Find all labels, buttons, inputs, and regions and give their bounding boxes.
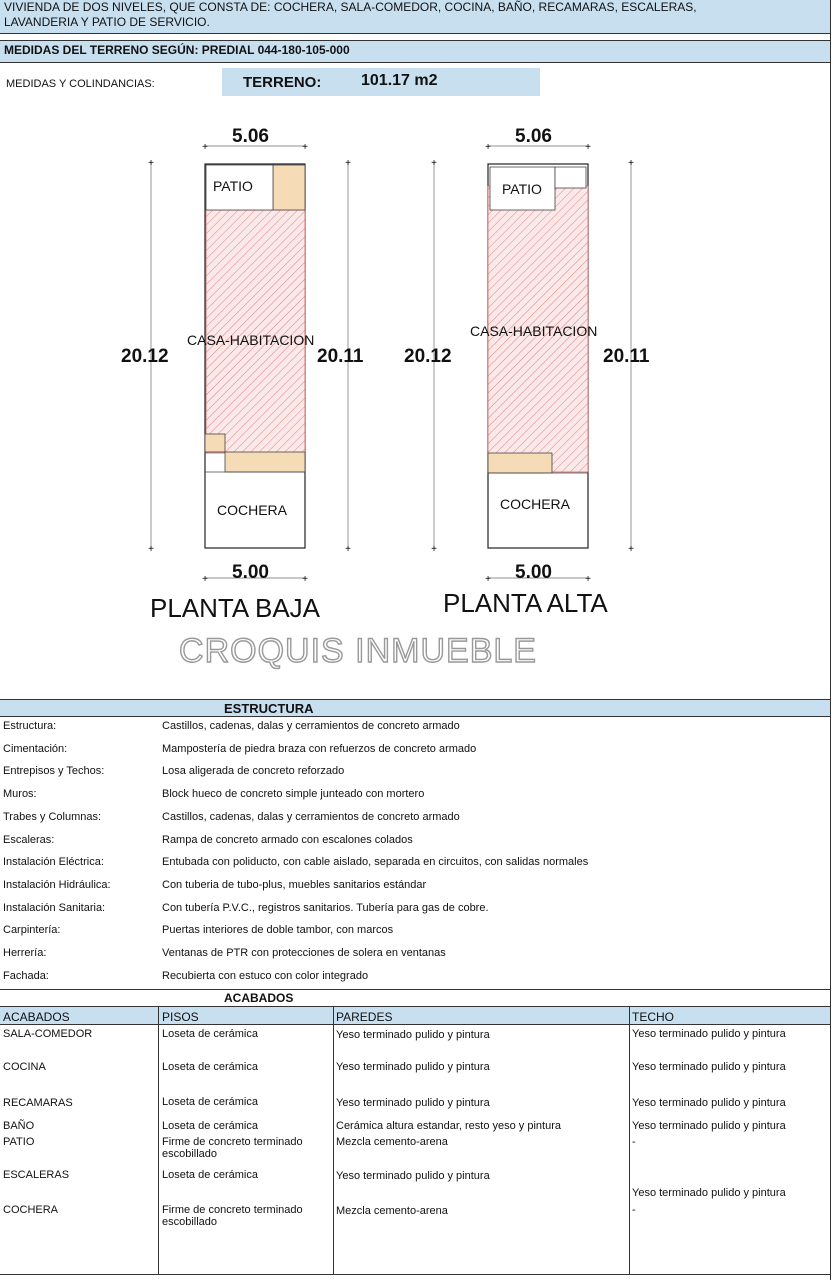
acabados-row-name: PATIO [3,1136,35,1148]
estructura-row-value: Castillos, cadenas, dalas y cerramientos de concreto armado [162,720,460,732]
pb-patio-fill [273,165,305,210]
colindancias-label: MEDIDAS Y COLINDANCIAS: [6,78,155,90]
pa-casa-label: CASA-HABITACION [470,323,598,339]
acabados-row-pisos: Loseta de cerámica [162,1061,258,1073]
acabados-row-pisos: Loseta de cerámica [162,1096,258,1108]
pa-left-dimension: 20.12 [404,346,452,367]
pa-right-dimension: 20.11 [603,346,650,367]
estructura-row-label: Muros: [3,788,37,800]
estructura-row-label: Instalación Eléctrica: [3,856,104,868]
acabados-row-paredes: Mezcla cemento-arena [336,1205,448,1217]
pa-patio-label: PATIO [502,181,542,197]
acabados-title: ACABADOS [224,991,294,1005]
pb-top-dimension: 5.06 [232,126,269,147]
pb-cochera-label: COCHERA [217,502,288,518]
acabados-row-techo: Yeso terminado pulido y pintura [632,1028,786,1040]
estructura-row-value: Losa aligerada de concreto reforzado [162,765,345,777]
dimension-tick: + [302,574,308,585]
pa-patio-notch [555,167,586,188]
estructura-row-label: Trabes y Columnas: [3,811,102,823]
acabados-row-pisos-1: Firme de concreto terminado [162,1204,303,1216]
pb-patio-label: PATIO [213,178,253,194]
acabados-row-techo: - [632,1136,636,1148]
estructura-row-label: Estructura: [3,720,57,732]
dimension-tick: + [585,142,591,153]
acabados-row-techo: - [632,1204,636,1216]
dimension-tick: + [585,574,591,585]
estructura-row-value: Entubada con poliducto, con cable aislado, separada en circuitos, con salidas normales [162,856,589,868]
croquis-sketch [0,100,830,700]
estructura-row-value: Recubierta con estuco con color integrado [162,970,369,982]
acabados-row-pisos: Loseta de cerámica [162,1169,258,1181]
acabados-row-pisos: Loseta de cerámica [162,1120,258,1132]
acabados-row-name: ESCALERAS [3,1169,70,1181]
estructura-row-value: Con tubería P.V.C., registros sanitarios. Tubería para gas de cobre. [162,902,489,914]
estructura-row-label: Cimentación: [3,743,68,755]
pa-cochera-label: COCHERA [500,496,571,512]
acabados-row-pisos-1: Firme de concreto terminado [162,1136,303,1148]
estructura-row-value: Puertas interiores de doble tambor, con marcos [162,924,394,936]
planta-baja-title: PLANTA BAJA [150,593,321,623]
acabados-header-band [0,1007,830,1024]
estructura-row-label: Carpintería: [3,924,61,936]
dimension-tick: + [431,158,437,169]
acabados-row-paredes: Yeso terminado pulido y pintura [336,1061,490,1073]
pb-stair-fill-1 [205,434,225,452]
pa-top-dimension: 5.06 [515,126,552,147]
acabados-row-techo: Yeso terminado pulido y pintura [632,1187,786,1199]
pb-left-dimension: 20.12 [121,346,169,367]
acabados-row-paredes: Cerámica altura estandar, resto yeso y pintura [336,1120,562,1132]
dimension-tick: + [485,574,491,585]
estructura-band [0,700,830,716]
acabados-row-pisos: Loseta de cerámica [162,1028,258,1040]
acabados-row-paredes: Mezcla cemento-arena [336,1136,448,1148]
estructura-row-label: Herrería: [3,947,47,959]
estructura-row-value: Block hueco de concreto simple junteado con mortero [162,788,425,800]
estructura-row-value: Mampostería de piedra braza con refuerzos de concreto armado [162,743,477,755]
estructura-row-label: Escaleras: [3,834,55,846]
acabados-row-paredes: Yeso terminado pulido y pintura [336,1170,490,1182]
dimension-tick: + [628,544,634,555]
acabados-header-paredes: PAREDES [336,1010,393,1024]
acabados-row-name: COCINA [3,1061,46,1073]
acabados-row-techo: Yeso terminado pulido y pintura [632,1120,786,1132]
acabados-row-name: SALA-COMEDOR [3,1028,93,1040]
acabados-row-pisos-2: escobillado [162,1148,218,1160]
dimension-tick: + [302,142,308,153]
dimension-tick: + [345,544,351,555]
acabados-row-techo: Yeso terminado pulido y pintura [632,1097,786,1109]
estructura-title: ESTRUCTURA [224,701,314,716]
acabados-header-pisos: PISOS [162,1010,199,1024]
medidas-predial: MEDIDAS DEL TERRENO SEGÚN: PREDIAL 044-180-105-000 [4,43,350,57]
estructura-row-value: Ventanas de PTR con protecciones de solera en ventanas [162,947,446,959]
estructura-row-value: Con tuberia de tubo-plus, muebles sanitarios estándar [162,879,427,891]
acabados-row-name: RECAMARAS [3,1097,73,1109]
acabados-row-name: COCHERA [3,1204,59,1216]
dimension-tick: + [202,574,208,585]
acabados-row-paredes: Yeso terminado pulido y pintura [336,1029,490,1041]
pb-stair-fill-2 [225,452,305,472]
dimension-tick: + [148,158,154,169]
acabados-header-name: ACABADOS [3,1010,70,1024]
dimension-tick: + [202,142,208,153]
terreno-label: TERRENO: [243,74,322,91]
dimension-tick: + [148,544,154,555]
pb-bottom-dimension: 5.00 [232,562,269,583]
pa-stair-fill [488,453,552,473]
estructura-row-value: Rampa de concreto armado con escalones colados [162,834,413,846]
estructura-row-label: Instalación Hidráulica: [3,879,111,891]
dimension-tick: + [485,142,491,153]
dimension-tick: + [628,158,634,169]
acabados-row-techo: Yeso terminado pulido y pintura [632,1061,786,1073]
planta-alta-drawing [434,146,631,578]
dimension-tick: + [431,544,437,555]
estructura-row-label: Instalación Sanitaria: [3,902,106,914]
acabados-header-techo: TECHO [632,1010,674,1024]
estructura-row-value: Castillos, cadenas, dalas y cerramientos de concreto armado [162,811,460,823]
estructura-row-label: Entrepisos y Techos: [3,765,105,777]
dimension-tick: + [345,158,351,169]
pa-bottom-dimension: 5.00 [515,562,552,583]
description-line-2: LAVANDERIA Y PATIO DE SERVICIO. [4,15,210,29]
estructura-row-label: Fachada: [3,970,49,982]
acabados-row-name: BAÑO [3,1120,35,1132]
croquis-title: CROQUIS INMUEBLE [179,632,537,670]
planta-alta-title: PLANTA ALTA [443,588,608,618]
acabados-row-paredes: Yeso terminado pulido y pintura [336,1097,490,1109]
acabados-row-pisos-2: escobillado [162,1216,218,1228]
terreno-value: 101.17 m2 [361,72,438,89]
description-line-1: VIVIENDA DE DOS NIVELES, QUE CONSTA DE: COCHERA, SALA-COMEDOR, COCINA, BAÑO, RECAMARAS, ESCALERAS, [4,0,697,14]
pb-right-dimension: 20.11 [317,346,364,367]
pb-casa-label: CASA-HABITACION [187,332,315,348]
